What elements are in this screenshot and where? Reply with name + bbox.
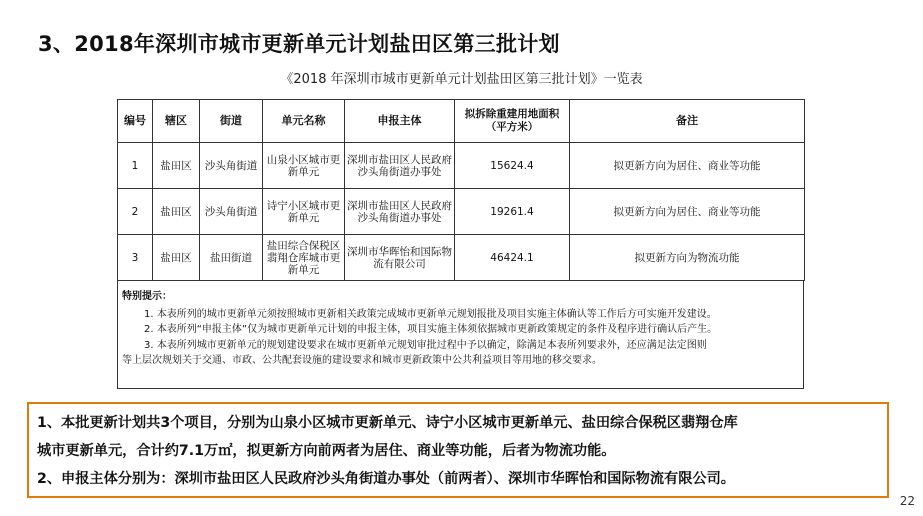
cell-street: 沙头角街道 xyxy=(200,189,263,235)
table-caption: 《2018 年深圳市城市更新单元计划盐田区第三批计划》一览表 xyxy=(280,72,643,87)
summary-line: 2、申报主体分别为：深圳市盐田区人民政府沙头角街道办事处（前两者）、深圳市华晖怡和国际物流有限公司。 xyxy=(37,471,735,487)
cell-applicant: 深圳市盐田区人民政府沙头角街道办事处 xyxy=(345,189,455,235)
note-line: 2. 本表所列“申报主体”仅为城市更新单元计划的申报主体，项目实施主体须依据城市更新政策规定的条件及程序进行确认后产生。 xyxy=(144,324,718,335)
table-header-row xyxy=(118,100,805,143)
cell-remark: 拟更新方向为居住、商业等功能 xyxy=(570,143,805,189)
cell-remark: 拟更新方向为居住、商业等功能 xyxy=(570,189,805,235)
cell-unit-name: 山泉小区城市更新单元 xyxy=(263,143,345,189)
cell-unit-name: 诗宁小区城市更新单元 xyxy=(263,189,345,235)
table-row xyxy=(118,189,805,235)
cell-no: 2 xyxy=(118,189,153,235)
cell-applicant: 深圳市华晖怡和国际物流有限公司 xyxy=(345,235,455,281)
cell-area: 19261.4 xyxy=(455,189,570,235)
page-number: 22 xyxy=(899,494,915,508)
special-notes xyxy=(117,281,804,389)
cell-remark: 拟更新方向为物流功能 xyxy=(570,235,805,281)
cell-area: 46424.1 xyxy=(455,235,570,281)
plan-table-container xyxy=(117,99,804,389)
cell-street: 盐田街道 xyxy=(200,235,263,281)
header-district: 辖区 xyxy=(153,100,200,143)
cell-district: 盐田区 xyxy=(153,235,200,281)
cell-unit-name: 盐田综合保税区翡翔仓库城市更新单元 xyxy=(263,235,345,281)
note-line: 等上层次规划关于交通、市政、公共配套设施的建设要求和城市更新政策中公共利益项目等用地的移交要求。 xyxy=(122,355,602,366)
cell-applicant: 深圳市盐田区人民政府沙头角街道办事处 xyxy=(345,143,455,189)
summary-line: 1、本批更新计划共3个项目，分别为山泉小区城市更新单元、诗宁小区城市更新单元、盐田综合保税区翡翔仓库 xyxy=(37,415,738,431)
slide-title: 3、2018年深圳市城市更新单元计划盐田区第三批计划 xyxy=(38,32,560,56)
note-line: 1. 本表所列的城市更新单元须按照城市更新相关政策完成城市更新单元规划报批及项目实施主体确认等工作后方可实施开发建设。 xyxy=(144,308,717,320)
header-remark: 备注 xyxy=(570,100,805,143)
note-line: 3. 本表所列城市更新单元的规划建设要求在城市更新单元规划审批过程中予以确定，除满足本表所列要求外，还应满足法定图则 xyxy=(144,339,707,351)
cell-district: 盐田区 xyxy=(153,189,200,235)
table-row xyxy=(118,143,805,189)
summary-line: 城市更新单元，合计约7.1万㎡，拟更新方向前两者为居住、商业等功能，后者为物流功能。 xyxy=(37,443,616,459)
summary-box xyxy=(27,402,889,498)
notes-title: 特别提示： xyxy=(122,291,172,302)
header-no: 编号 xyxy=(118,100,153,143)
cell-district: 盐田区 xyxy=(153,143,200,189)
cell-street: 沙头角街道 xyxy=(200,143,263,189)
cell-no: 3 xyxy=(118,235,153,281)
plan-table xyxy=(117,99,805,281)
header-unit-name: 单元名称 xyxy=(263,100,345,143)
table-row xyxy=(118,235,805,281)
header-area: 拟拆除重建用地面积（平方米） xyxy=(455,100,570,143)
cell-no: 1 xyxy=(118,143,153,189)
cell-area: 15624.4 xyxy=(455,143,570,189)
header-street: 街道 xyxy=(200,100,263,143)
header-applicant: 申报主体 xyxy=(345,100,455,143)
